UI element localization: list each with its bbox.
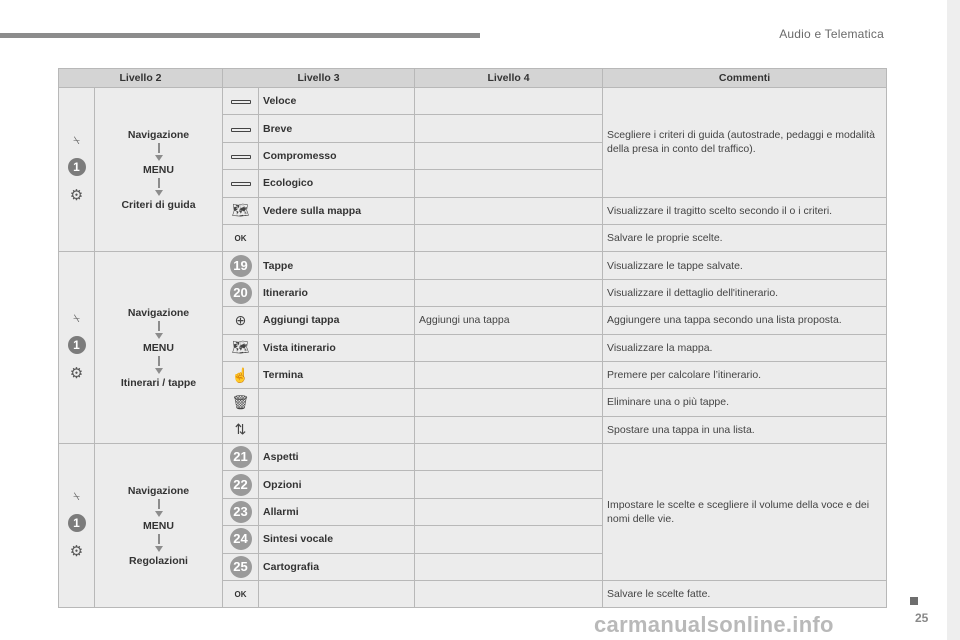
path-connector xyxy=(158,178,160,188)
header-level-2: Livello 2 xyxy=(59,69,223,88)
level-4-label xyxy=(415,553,603,580)
menu-level-badge: 1 xyxy=(68,336,86,354)
comment-cell: Salvare le proprie scelte. xyxy=(603,224,887,251)
level-4-label xyxy=(415,170,603,197)
row-icon-cell xyxy=(223,498,259,525)
row-icon-cell xyxy=(223,279,259,306)
step-number-badge: 25 xyxy=(230,556,252,578)
map-icon: 🗺 xyxy=(231,202,250,219)
level-3-label xyxy=(259,224,415,251)
step-number-badge: 23 xyxy=(230,501,252,523)
step-number-badge: 21 xyxy=(230,446,252,468)
row-icon-cell xyxy=(223,389,259,416)
level-3-label: Aggiungi tappa xyxy=(259,307,415,334)
settings-gear-icon: ⚙ xyxy=(69,365,84,383)
level-4-label xyxy=(415,334,603,361)
settings-gear-icon: ⚙ xyxy=(69,543,84,561)
criteria-bar-icon xyxy=(231,128,251,132)
level-3-label xyxy=(259,416,415,443)
level-3-label: Vedere sulla mappa xyxy=(259,197,415,224)
down-arrow-icon xyxy=(155,333,163,339)
header-level-4: Livello 4 xyxy=(415,69,603,88)
table-row xyxy=(59,252,887,279)
down-arrow-icon xyxy=(155,190,163,196)
level-3-label: Cartografia xyxy=(259,553,415,580)
table-row xyxy=(59,444,887,471)
comment-cell: Visualizzare il tragitto scelto secondo il o i criteri. xyxy=(603,197,887,224)
row-icon-cell xyxy=(223,88,259,115)
table-header-row xyxy=(59,69,887,88)
level-2-path xyxy=(95,88,223,252)
row-icon-cell xyxy=(223,416,259,443)
level-3-label xyxy=(259,389,415,416)
add-icon: ⊕ xyxy=(234,311,247,328)
row-icon-cell xyxy=(223,526,259,553)
level-3-label: Opzioni xyxy=(259,471,415,498)
comment-cell: Aggiungere una tappa secondo una lista proposta. xyxy=(603,307,887,334)
step-number-badge: 24 xyxy=(230,528,252,550)
row-icon-cell xyxy=(223,361,259,388)
section-marker xyxy=(910,597,918,605)
ok-icon: OK xyxy=(234,234,247,244)
menu-label: MENU xyxy=(143,519,174,532)
nav-label: Navigazione xyxy=(127,484,190,497)
criteria-bar-icon xyxy=(231,100,251,104)
row-icon-cell xyxy=(223,471,259,498)
comment-cell: Spostare una tappa in una lista. xyxy=(603,416,887,443)
path-connector xyxy=(158,499,160,509)
row-icon-cell xyxy=(223,334,259,361)
menu-level-badge: 1 xyxy=(68,158,86,176)
navigation-arrow-icon: ⍀ xyxy=(73,491,80,504)
level-4-label xyxy=(415,142,603,169)
level-4-label xyxy=(415,416,603,443)
comment-cell: Salvare le scelte fatte. xyxy=(603,581,887,608)
submenu-label: Criteri di guida xyxy=(121,198,196,211)
level-2-icons xyxy=(59,252,95,444)
path-connector xyxy=(158,356,160,366)
level-4-label xyxy=(415,389,603,416)
submenu-label: Regolazioni xyxy=(129,554,188,567)
level-4-label xyxy=(415,471,603,498)
comment-cell: Premere per calcolare l’itinerario. xyxy=(603,361,887,388)
navigation-arrow-icon: ⍀ xyxy=(73,135,80,148)
level-3-label: Tappe xyxy=(259,252,415,279)
level-3-label: Itinerario xyxy=(259,279,415,306)
level-2-icons xyxy=(59,444,95,608)
hand-pointer-icon: ☝ xyxy=(231,366,250,383)
navigation-arrow-icon: ⍀ xyxy=(73,313,80,326)
settings-gear-icon: ⚙ xyxy=(69,187,84,205)
down-arrow-icon xyxy=(155,155,163,161)
watermark: carmanualsonline.info xyxy=(594,612,834,637)
step-number-badge: 22 xyxy=(230,474,252,496)
level-4-label xyxy=(415,252,603,279)
path-connector xyxy=(158,321,160,331)
menu-table xyxy=(58,68,887,608)
nav-label: Navigazione xyxy=(127,306,190,319)
menu-label: MENU xyxy=(143,341,174,354)
level-2-path xyxy=(95,444,223,608)
level-3-label: Aspetti xyxy=(259,444,415,471)
level-3-label: Termina xyxy=(259,361,415,388)
step-number-badge: 20 xyxy=(230,282,252,304)
map-icon: 🗺 xyxy=(231,339,250,356)
move-updown-icon: ⇅ xyxy=(234,421,247,438)
path-connector xyxy=(158,143,160,153)
level-4-label xyxy=(415,224,603,251)
header-comments: Commenti xyxy=(603,69,887,88)
row-icon-cell xyxy=(223,553,259,580)
level-4-label xyxy=(415,526,603,553)
row-icon-cell xyxy=(223,170,259,197)
level-4-label xyxy=(415,361,603,388)
comment-cell: Visualizzare la mappa. xyxy=(603,334,887,361)
level-4-label xyxy=(415,197,603,224)
ok-icon: OK xyxy=(234,590,247,600)
row-icon-cell xyxy=(223,224,259,251)
level-4-label xyxy=(415,444,603,471)
level-4-label xyxy=(415,279,603,306)
header-level-3: Livello 3 xyxy=(223,69,415,88)
comment-cell: Impostare le scelte e scegliere il volume della voce e dei nomi delle vie. xyxy=(603,444,887,581)
criteria-bar-icon xyxy=(231,182,251,186)
table-row xyxy=(59,88,887,115)
row-icon-cell xyxy=(223,142,259,169)
comment-cell: Visualizzare le tappe salvate. xyxy=(603,252,887,279)
level-3-label: Breve xyxy=(259,115,415,142)
menu-label: MENU xyxy=(143,163,174,176)
level-3-label: Vista itinerario xyxy=(259,334,415,361)
level-2-path xyxy=(95,252,223,444)
comment-cell: Eliminare una o più tappe. xyxy=(603,389,887,416)
submenu-label: Itinerari / tappe xyxy=(120,376,197,389)
row-icon-cell xyxy=(223,307,259,334)
row-icon-cell xyxy=(223,197,259,224)
row-icon-cell xyxy=(223,115,259,142)
level-3-label: Allarmi xyxy=(259,498,415,525)
menu-level-badge: 1 xyxy=(68,514,86,532)
level-3-label: Sintesi vocale xyxy=(259,526,415,553)
row-icon-cell xyxy=(223,444,259,471)
level-4-label: Aggiungi una tappa xyxy=(415,307,603,334)
trash-icon: 🗑 xyxy=(231,393,250,410)
header-rule xyxy=(0,33,480,38)
level-2-icons xyxy=(59,88,95,252)
down-arrow-icon xyxy=(155,546,163,552)
row-icon-cell xyxy=(223,581,259,608)
criteria-bar-icon xyxy=(231,155,251,159)
path-connector xyxy=(158,534,160,544)
side-strip xyxy=(947,0,960,640)
level-3-label xyxy=(259,581,415,608)
nav-label: Navigazione xyxy=(127,128,190,141)
page-title: Audio e Telematica xyxy=(779,27,884,41)
step-number-badge: 19 xyxy=(230,255,252,277)
level-3-label: Veloce xyxy=(259,88,415,115)
page-number: 25 xyxy=(915,611,929,625)
down-arrow-icon xyxy=(155,511,163,517)
level-4-label xyxy=(415,88,603,115)
level-4-label xyxy=(415,115,603,142)
down-arrow-icon xyxy=(155,368,163,374)
level-4-label xyxy=(415,581,603,608)
comment-cell: Scegliere i criteri di guida (autostrade, pedaggi e modalità della presa in conto del traffico). xyxy=(603,88,887,198)
level-3-label: Ecologico xyxy=(259,170,415,197)
level-4-label xyxy=(415,498,603,525)
row-icon-cell xyxy=(223,252,259,279)
level-3-label: Compromesso xyxy=(259,142,415,169)
comment-cell: Visualizzare il dettaglio dell'itinerario. xyxy=(603,279,887,306)
